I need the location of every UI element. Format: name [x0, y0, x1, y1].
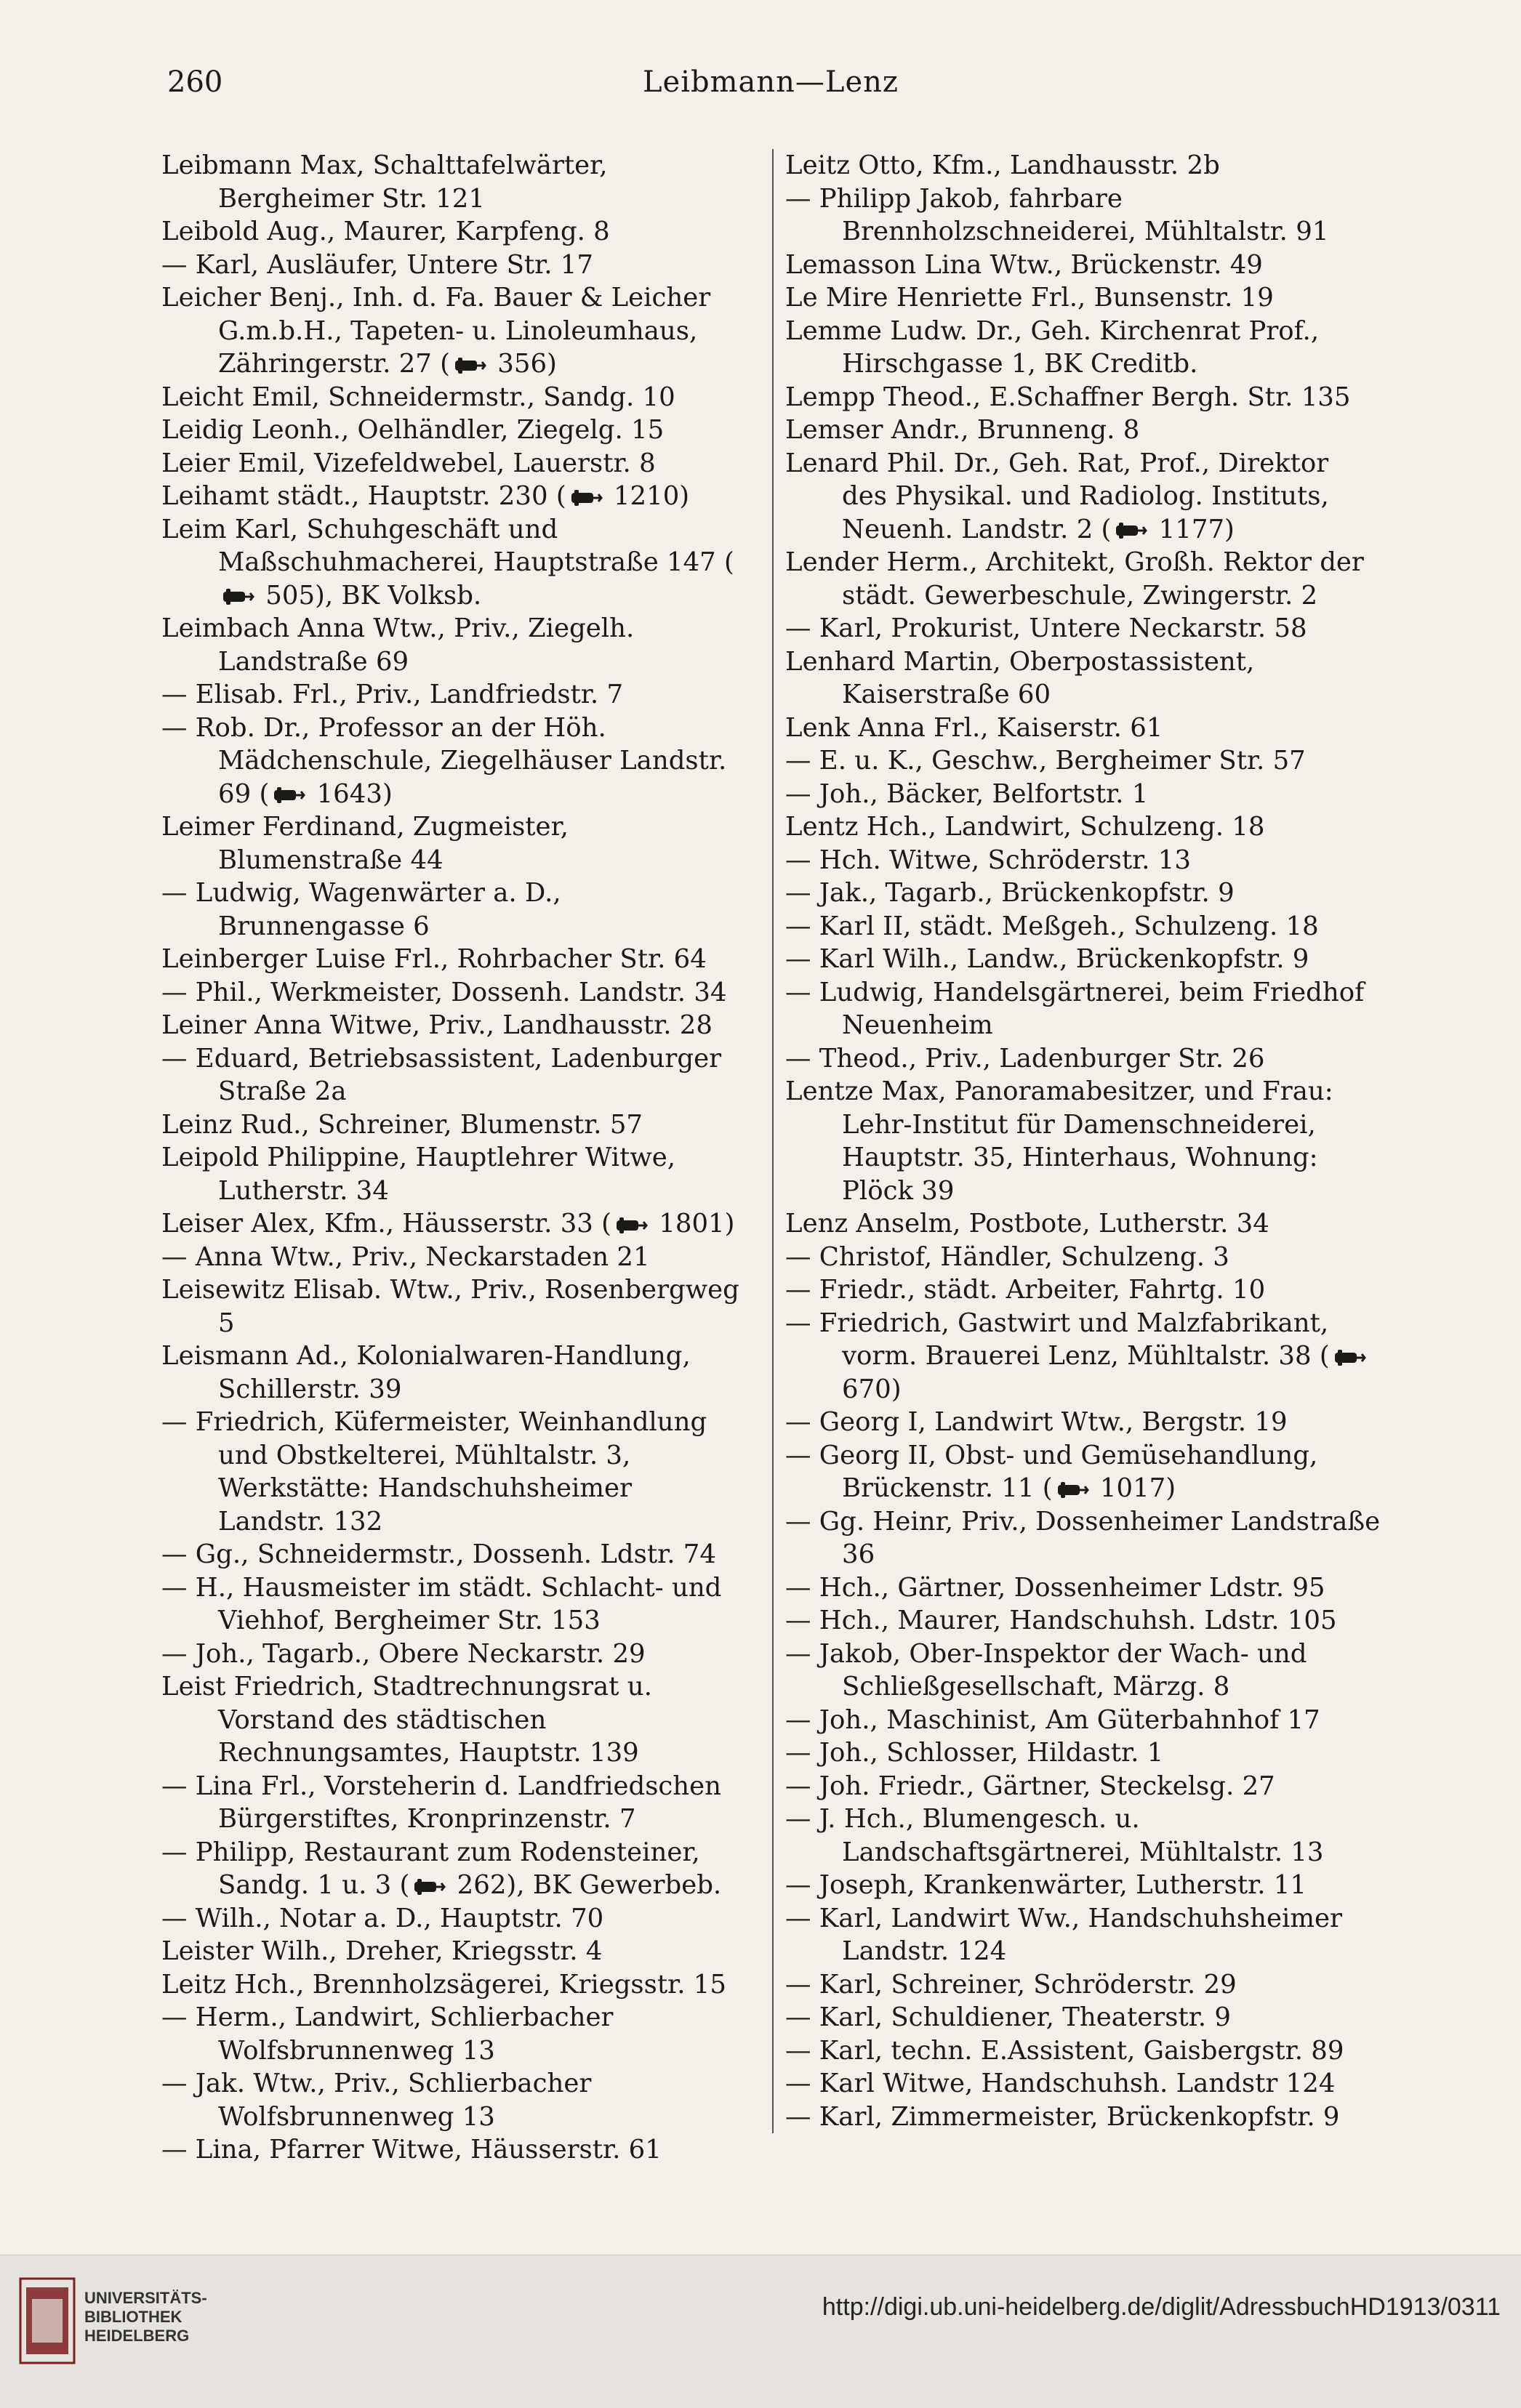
directory-entry: Leim Karl, Schuhgeschäft und Maßschuhmacherei, Hauptstraße 147 ( 505), BK Volksb. [161, 514, 734, 611]
library-name [84, 2289, 207, 2345]
directory-entry: — H., Hausmeister im städt. Schlacht- und Viehhof, Bergheimer Str. 153 [161, 1572, 722, 1635]
directory-entry: Leister Wilh., Dreher, Kriegsstr. 4 [161, 1936, 603, 1966]
directory-entry: — Joh., Schlosser, Hildastr. 1 [785, 1738, 1164, 1768]
directory-entry: — Ludwig, Handelsgärtnerei, beim Friedhof Neuenheim [785, 977, 1365, 1040]
directory-entry: Leist Friedrich, Stadtrechnungsrat u. Vorstand des städtischen Rechnungsamtes, Hauptstr. 139 [161, 1672, 652, 1768]
directory-entry: — Christof, Händler, Schulzeng. 3 [785, 1241, 1229, 1272]
directory-entry: Leidig Leonh., Oelhändler, Ziegelg. 15 [161, 415, 665, 445]
telephone-icon [1333, 1348, 1366, 1367]
directory-entry: Leicht Emil, Schneidermstr., Sandg. 10 [161, 382, 675, 412]
directory-entry: — Karl, techn. E.Assistent, Gaisbergstr. 89 [785, 2035, 1344, 2066]
directory-entry: Leitz Otto, Kfm., Landhausstr. 2b [785, 150, 1220, 180]
directory-entry: — Karl, Zimmermeister, Brückenkopfstr. 9 [785, 2101, 1340, 2132]
telephone-icon [412, 1877, 446, 1896]
directory-entry: Leipold Philippine, Hauptlehrer Witwe, Lutherstr. 34 [161, 1143, 676, 1206]
directory-entry: — Herm., Landwirt, Schlierbacher Wolfsbrunnenweg 13 [161, 2002, 614, 2066]
directory-entry: — Hch., Gärtner, Dossenheimer Ldstr. 95 [785, 1572, 1325, 1603]
directory-entry: — Karl, Schreiner, Schröderstr. 29 [785, 1969, 1237, 2000]
viewer-footer [0, 2255, 1521, 2408]
university-seal-icon [19, 2277, 76, 2364]
directory-entry: — Phil., Werkmeister, Dossenh. Landstr. 34 [161, 977, 727, 1007]
directory-entry: Lemser Andr., Brunneng. 8 [785, 415, 1140, 445]
directory-entry: — Gg., Schneidermstr., Dossenh. Ldstr. 74 [161, 1539, 716, 1569]
directory-entry: — Friedrich, Küfermeister, Weinhandlung und Obstkelterei, Mühltalstr. 3, Werkstätte: Handschuhsheimer Landstr. 132 [161, 1407, 707, 1537]
telephone-icon [453, 356, 486, 375]
directory-entry: — Elisab. Frl., Priv., Landfriedstr. 7 [161, 680, 624, 709]
directory-entry: — Karl Wilh., Landw., Brückenkopfstr. 9 [785, 944, 1309, 974]
directory-entry: Leibmann Max, Schalttafelwärter, Bergheimer Str. 121 [161, 150, 608, 214]
directory-entry: Leinberger Luise Frl., Rohrbacher Str. 64 [161, 944, 707, 974]
page-number: 260 [167, 65, 223, 99]
telephone-icon [272, 786, 305, 805]
library-name-line: UNIVERSITÄTS- [84, 2289, 207, 2307]
directory-entry: — Karl Witwe, Handschuhsh. Landstr 124 [785, 2069, 1336, 2098]
directory-entry: — Friedrich, Gastwirt und Malzfabrikant, vorm. Brauerei Lenz, Mühltalstr. 38 ( 670) [785, 1307, 1381, 1406]
telephone-icon [1114, 521, 1147, 540]
directory-entry: — Karl, Schuldiener, Theaterstr. 9 [785, 2002, 1231, 2032]
library-name-line: HEIDELBERG [84, 2327, 190, 2345]
directory-entry: — Hch. Witwe, Schröderstr. 13 [785, 845, 1191, 875]
library-name-line: BIBLIOTHEK [84, 2308, 182, 2326]
source-url-link[interactable]: http://digi.ub.uni-heidelberg.de/diglit/AdressbuchHD1913/0311 [822, 2293, 1501, 2321]
directory-entry: — Joh., Bäcker, Belfortstr. 1 [785, 778, 1149, 809]
directory-entry: — Jak. Wtw., Priv., Schlierbacher Wolfsbrunnenweg 13 [161, 2069, 592, 2132]
directory-entry: Leier Emil, Vizefeldwebel, Lauerstr. 8 [161, 448, 656, 478]
directory-entry: Lenhard Martin, Oberpostassistent, Kaiserstraße 60 [785, 646, 1255, 709]
directory-entry: — Eduard, Betriebsassistent, Ladenburger Straße 2a [161, 1043, 722, 1106]
directory-entry: Lemasson Lina Wtw., Brückenstr. 49 [785, 249, 1263, 280]
directory-entry: — Karl II, städt. Meßgeh., Schulzeng. 18 [785, 911, 1319, 941]
directory-entry: — Theod., Priv., Ladenburger Str. 26 [785, 1043, 1265, 1074]
directory-entry: — Georg I, Landwirt Wtw., Bergstr. 19 [785, 1407, 1288, 1437]
directory-entry: — Lina Frl., Vorsteherin d. Landfriedschen Bürgerstiftes, Kronprinzenstr. 7 [161, 1771, 722, 1834]
directory-entry: — Joh., Tagarb., Obere Neckarstr. 29 [161, 1638, 646, 1669]
directory-entry: — Hch., Maurer, Handschuhsh. Ldstr. 105 [785, 1606, 1337, 1635]
directory-entry: Le Mire Henriette Frl., Bunsenstr. 19 [785, 283, 1274, 313]
directory-entry: Leicher Benj., Inh. d. Fa. Bauer & Leicher G.m.b.H., Tapeten- u. Linoleumhaus, Zähringerstr. 27 ( 356) [161, 283, 711, 379]
directory-entry: — Philipp, Restaurant zum Rodensteiner, Sandg. 1 u. 3 ( 262), BK Gewerbeb. [161, 1837, 722, 1900]
right-column [785, 149, 1381, 2133]
telephone-icon [1056, 1481, 1089, 1499]
directory-entry: Lenz Anselm, Postbote, Lutherstr. 34 [785, 1209, 1269, 1239]
directory-entry: Lentze Max, Panoramabesitzer, und Frau: Lehr-Institut für Damenschneiderei, Hauptstr. 35, Hinterhaus, Wohnung: Plöck 39 [785, 1076, 1333, 1206]
directory-entry: — Rob. Dr., Professor an der Höh. Mädchenschule, Ziegelhäuser Landstr. 69 ( 1643) [161, 712, 727, 809]
directory-entry: Leiser Alex, Kfm., Häusserstr. 33 ( 1801) [161, 1209, 735, 1239]
directory-entry: Lenk Anna Frl., Kaiserstr. 61 [785, 712, 1163, 743]
directory-entry: — Jakob, Ober-Inspektor der Wach- und Schließgesellschaft, Märzg. 8 [785, 1638, 1307, 1702]
directory-entry: — E. u. K., Geschw., Bergheimer Str. 57 [785, 746, 1306, 776]
directory-entry: Leimer Ferdinand, Zugmeister, Blumenstraße 44 [161, 812, 569, 875]
directory-entry: Leisewitz Elisab. Wtw., Priv., Rosenbergweg 5 [161, 1275, 739, 1338]
directory-entry: — Wilh., Notar a. D., Hauptstr. 70 [161, 1903, 604, 1933]
left-column [161, 149, 747, 2167]
directory-entry: Leimbach Anna Wtw., Priv., Ziegelh. Landstraße 69 [161, 613, 635, 677]
telephone-icon [614, 1216, 648, 1235]
page-header [167, 65, 1374, 116]
telephone-icon [569, 488, 603, 507]
directory-entry: — Ludwig, Wagenwärter a. D., Brunnengasse 6 [161, 878, 561, 941]
directory-entry: Lentz Hch., Landwirt, Schulzeng. 18 [785, 812, 1265, 842]
directory-entry: Lenard Phil. Dr., Geh. Rat, Prof., Direktor des Physikal. und Radiolog. Instituts, Neuenh. Landstr. 2 ( 1177) [785, 448, 1329, 544]
directory-entry: Leiner Anna Witwe, Priv., Landhausstr. 28 [161, 1010, 713, 1040]
directory-entry: Leinz Rud., Schreiner, Blumenstr. 57 [161, 1109, 643, 1140]
directory-entry: — Joseph, Krankenwärter, Lutherstr. 11 [785, 1870, 1307, 1900]
directory-entry: Lemme Ludw. Dr., Geh. Kirchenrat Prof., Hirschgasse 1, BK Creditb. [785, 315, 1320, 379]
directory-entry: Leitz Hch., Brennholzsägerei, Kriegsstr. 15 [161, 1969, 726, 2000]
directory-entry: Leismann Ad., Kolonialwaren-Handlung, Schillerstr. 39 [161, 1341, 691, 1404]
directory-entry: — Karl, Prokurist, Untere Neckarstr. 58 [785, 613, 1307, 643]
directory-entry: — Lina, Pfarrer Witwe, Häusserstr. 61 [161, 2135, 662, 2165]
directory-entry: — Joh. Friedr., Gärtner, Steckelsg. 27 [785, 1771, 1275, 1801]
directory-entry: Lender Herm., Architekt, Großh. Rektor der städt. Gewerbeschule, Zwingerstr. 2 [785, 547, 1364, 611]
directory-entry: — Karl, Ausläufer, Untere Str. 17 [161, 249, 593, 280]
directory-entry: — Karl, Landwirt Ww., Handschuhsheimer Landstr. 124 [785, 1903, 1342, 1966]
directory-entry: Leibold Aug., Maurer, Karpfeng. 8 [161, 217, 610, 246]
directory-entry: Lempp Theod., E.Schaffner Bergh. Str. 135 [785, 382, 1351, 412]
directory-entry: — Jak., Tagarb., Brückenkopfstr. 9 [785, 878, 1235, 908]
telephone-icon [221, 587, 254, 606]
directory-entry: — Philipp Jakob, fahrbare Brennholzschneiderei, Mühltalstr. 91 [785, 183, 1329, 246]
directory-entry: Leihamt städt., Hauptstr. 230 ( 1210) [161, 481, 690, 511]
directory-entry: — Joh., Maschinist, Am Güterbahnhof 17 [785, 1704, 1320, 1735]
directory-entry: — Georg II, Obst- und Gemüsehandlung, Brückenstr. 11 ( 1017) [785, 1440, 1318, 1503]
running-head: Leibmann—Lenz [642, 65, 899, 99]
directory-entry: — Gg. Heinr, Priv., Dossenheimer Landstraße 36 [785, 1506, 1381, 1569]
directory-entry: — Friedr., städt. Arbeiter, Fahrtg. 10 [785, 1275, 1266, 1305]
column-divider [772, 149, 774, 2133]
directory-entry: — Anna Wtw., Priv., Neckarstaden 21 [161, 1241, 650, 1272]
directory-entry: — J. Hch., Blumengesch. u. Landschaftsgärtnerei, Mühltalstr. 13 [785, 1804, 1324, 1867]
